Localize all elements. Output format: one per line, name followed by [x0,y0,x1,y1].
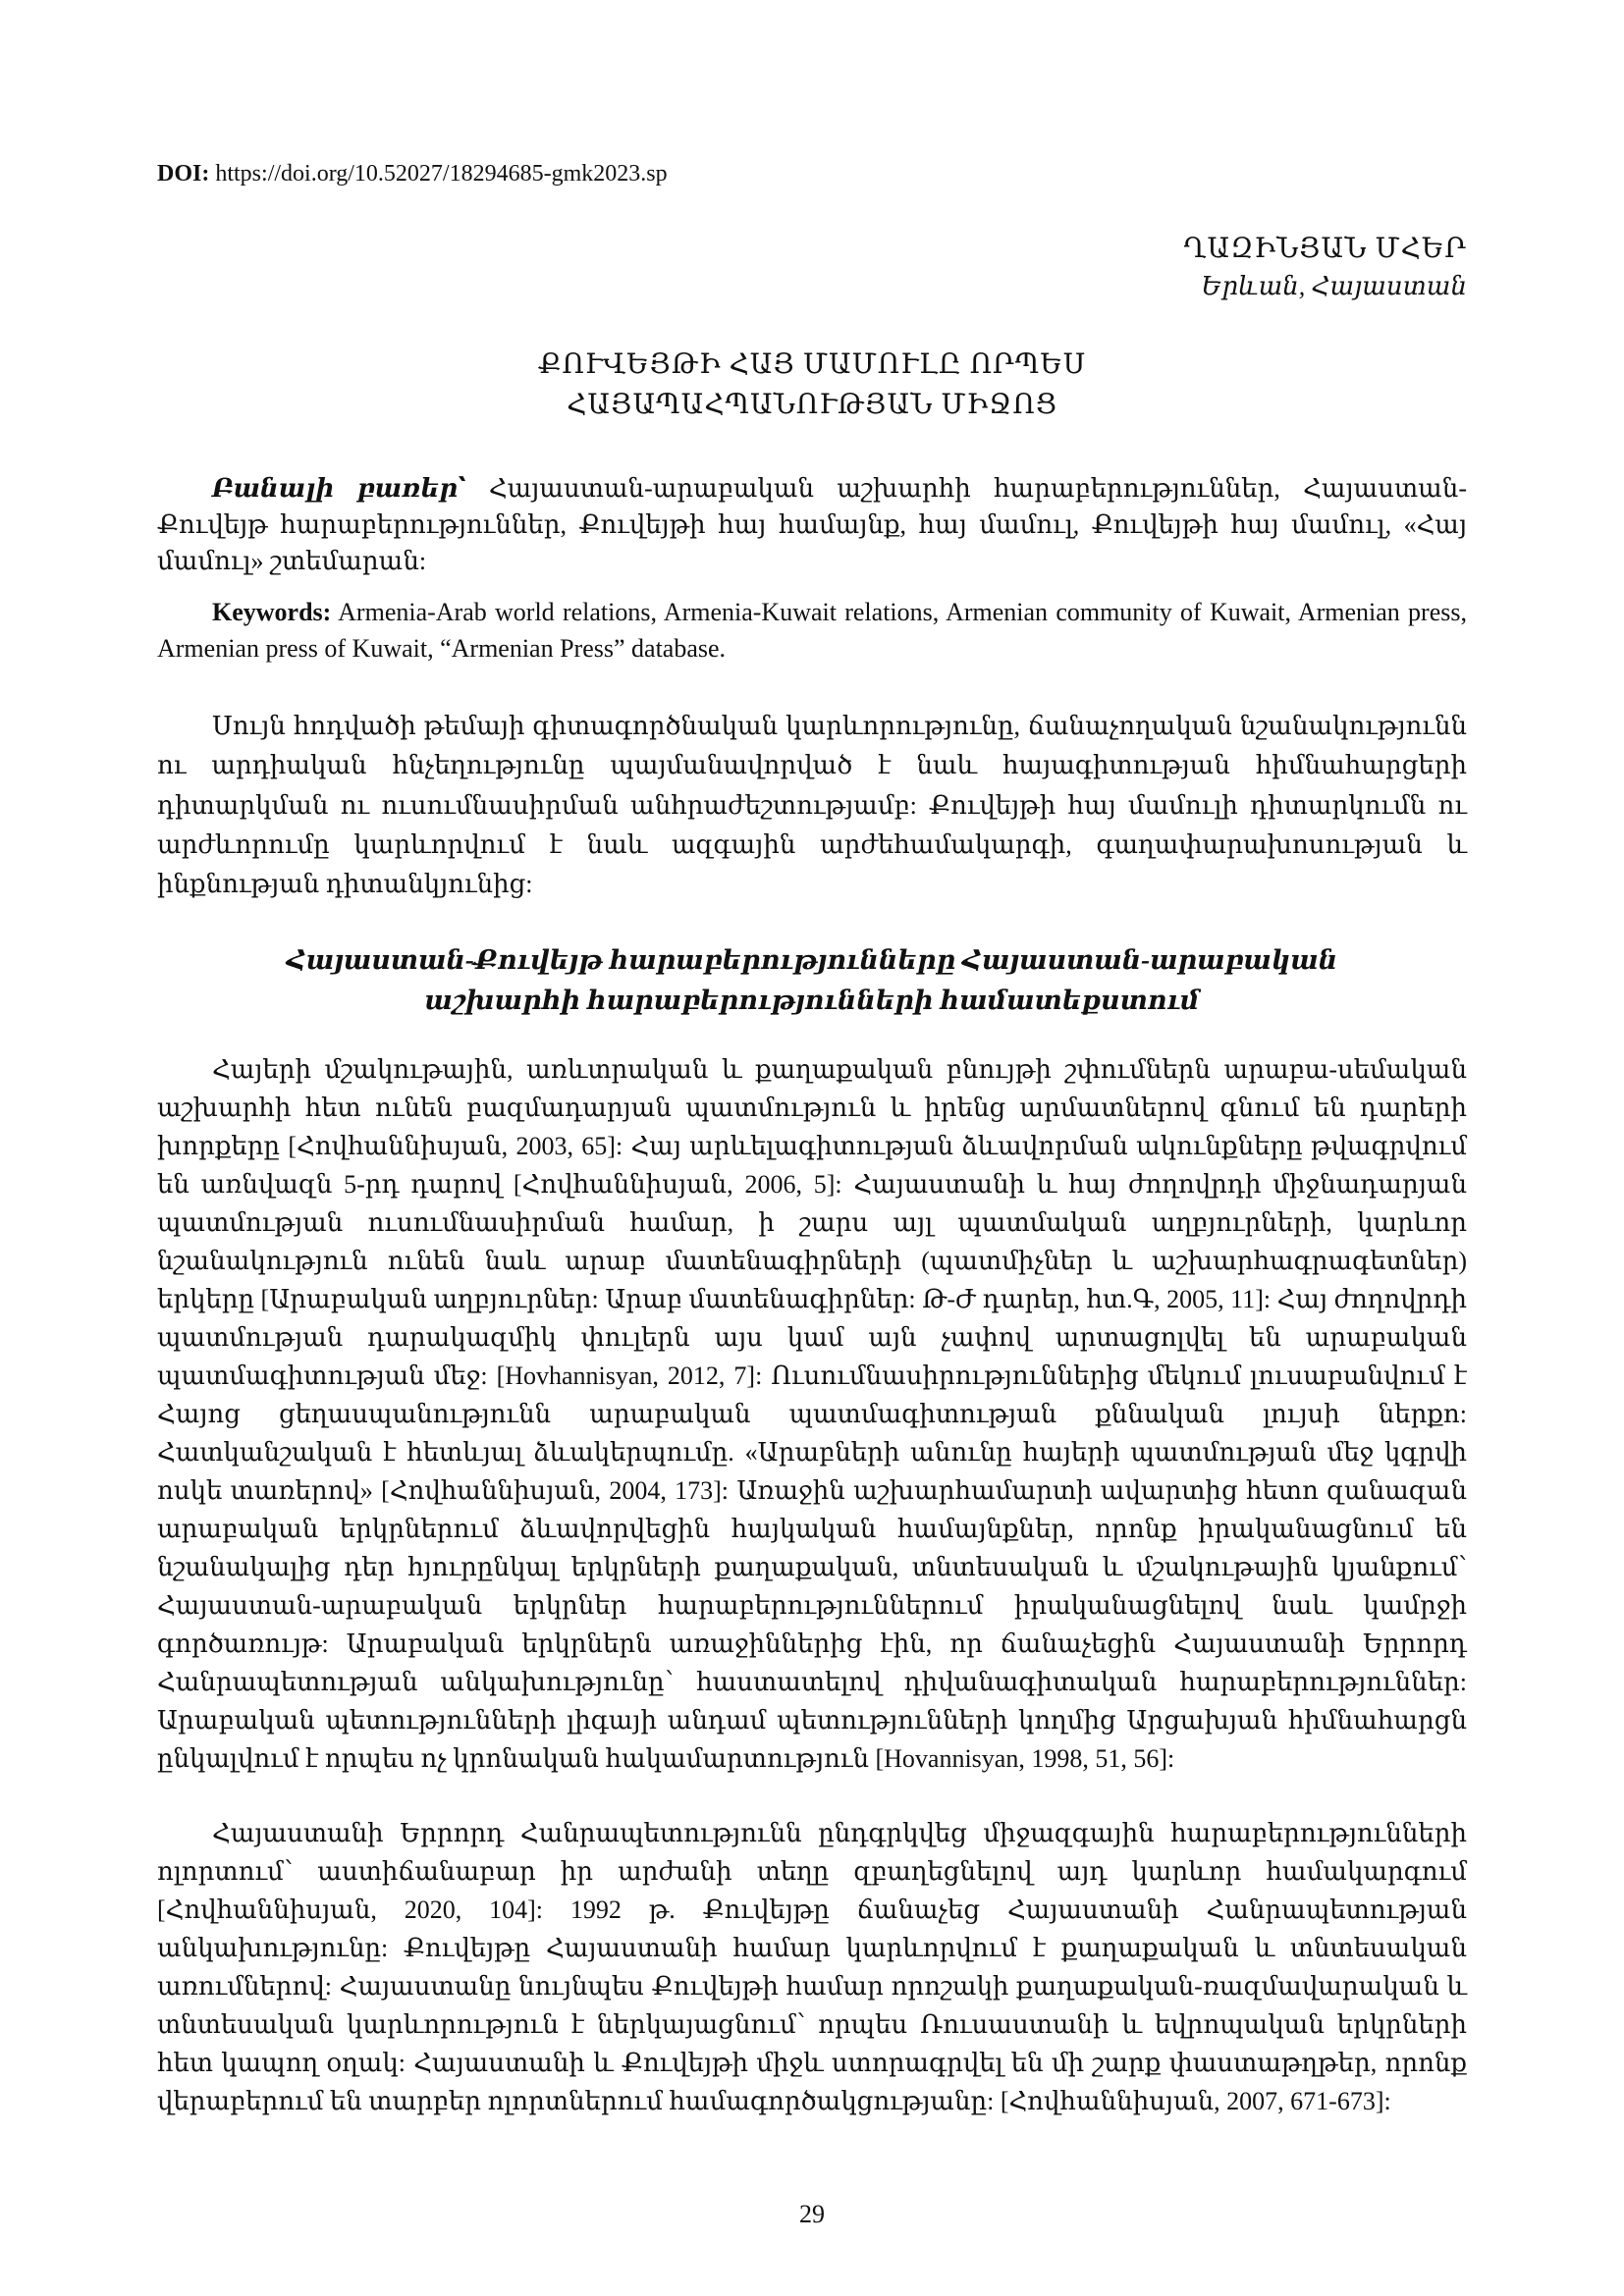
article-title [157,346,1467,425]
page-number: 29 [799,2200,825,2228]
body-paragraph-2: Հայաստանի Երրորդ Հանրապետությունն ընդգրկվեց միջազգային հարաբերությունների ոլորտում՝ աստիճանաբար իր արժանի տեղը զբաղեցնելով այդ կարևոր համակարգում [Հովհաննիսյան, 2020, 104]: 1992 թ. Քուվեյթը ճանաչեց Հայաստանի Հանրապետության անկախությունը: Քուվեյթը Հայաստանի համար կարևորվում է քաղաքական և տնտեսական առումներով: Հայաստանը նույնպես Քուվեյթի համար որոշակի քաղաքական-ռազմավարական և տնտեսական կարևորություն է ներկայացնում՝ որպես Ռուսաստանի և եվրոպական երկրների հետ կապող օղակ: Հայաստանի և Քուվեյթի միջև ստորագրվել են մի շարք փաստաթղթեր, որոնք վերաբերում են տարբեր ոլորտներում համագործակցությանը: [Հովհաննիսյան, 2007, 671-673]: [157,1819,1467,2115]
section-heading-line-1: Հայաստան-Քուվեյթ հարաբերությունները Հայաստան-արաբական [286,945,1338,975]
doi-url[interactable]: https://doi.org/10.52027/18294685-gmk2023.sp [215,161,668,187]
body-paragraph-1: Հայերի մշակութային, առևտրական և քաղաքական բնույթի շփումներն արաբա-սեմական աշխարհի հետ ունեն բազմադարյան պատմություն և իրենց արմատներով գնում են դարերի խորքերը [Հովհաննիսյան, 2003, 65]: Հայ արևելագիտության ձևավորման ակունքները թվագրվում են առնվազն 5-րդ դարով [Հովհաննիսյան, 2006, 5]: Հայաստանի և հայ ժողովրդի միջնադարյան պատմության ուսումնասիրման համար, ի շարս այլ պատմական աղբյուրների, կարևոր նշանակություն ունեն նաև արաբ մատենագիրների (պատմիչներ և աշխարհագրագետներ) երկերը [Արաբական աղբյուրներ: Արաբ մատենագիրներ: Թ-Ժ դարեր, հտ.Գ, 2005, 11]: Հայ ժողովրդի պատմության դարակազմիկ փուլերն այս կամ այն չափով արտացոլվել են արաբական պատմագիտության մեջ: [Hovhannisyan, 2012, 7]: Ուսումնասիրություններից մեկում լուսաբանվում է Հայոց ցեղասպանությունն արաբական պատմագիտության քննական լույսի ներքո: Հատկանշական է հետևյալ ձևակերպումը. «Արաբների անունը հայերի պատմության մեջ կգրվի ոսկե տառերով» [Հովհաննիսյան, 2004, 173]: Առաջին աշխարհամարտի ավարտից հետո զանազան արաբական երկրներում ձևավորվեցին հայկական համայնքներ, որոնք իրականացնում են նշանակալից դեր հյուրընկալ երկրների քաղաքական, տնտեսական և մշակութային կյանքում՝ Հայաստան-արաբական երկրներ հարաբերություններում իրականացնելով նաև կամրջի գործառույթ: Արաբական երկրներն առաջիններից էին, որ ճանաչեցին Հայաստանի Երրորդ Հանրապետության անկախությունը՝ հաստատելով դիվանագիտական հարաբերություններ: Արաբական պետությունների լիգայի անդամ պետությունների կողմից Արցախյան հիմնահարցն ընկալվում է որպես ոչ կրոնական հակամարտություն [Hovannisyan, 1998, 51, 56]: [157,1055,1467,1773]
intro-paragraph: Սույն հոդվածի թեմայի գիտագործնական կարևորությունը, ճանաչողական նշանակությունն ու արդիական հնչեղությունը պայմանավորված է նաև հայագիտության հիմնահարցերի դիտարկման ու ուսումնասիրման անհրաժեշտությամբ: Քուվեյթի հայ մամուլի դիտարկումն ու արժևորումը կարևորվում է նաև ազգային արժեհամակարգի, գաղափարախոսության և ինքնության դիտանկյունից: [157,712,1467,899]
keywords-armenian [157,471,1467,580]
doi-line [157,157,668,190]
title-line-2: ՀԱՅԱՊԱՀՊԱՆՈՒԹՅԱՆ ՄԻՋՈՑ [567,389,1057,420]
keywords-armenian-text: Հայաստան-արաբական աշխարհի հարաբերություններ, Հայաստան-Քուվեյթ հարաբերություններ, Քուվեյթի հայ համայնք, հայ մամուլ, Քուվեյթի հայ մամուլ, «Հայ մամուլ» շտեմարան: [157,474,1467,575]
doi-label: DOI: [157,161,210,187]
author-location: Երևան, Հայաստան [1201,271,1467,300]
section-heading [157,940,1467,1020]
section-heading-line-2: աշխարհի հարաբերությունների համատեքստում [424,985,1200,1015]
author-block [1183,230,1467,305]
title-line-1: ՔՈՒՎԵՅԹԻ ՀԱՅ ՄԱՄՈՒԼԸ ՈՐՊԵՍ [537,349,1087,380]
keywords-english-label: Keywords: [212,598,332,626]
keywords-armenian-label: Բանալի բառեր՝ [212,474,466,503]
keywords-english [157,595,1467,667]
keywords-english-text: Armenia-Arab world relations, Armenia-Kuwait relations, Armenian community of Kuwait, Armenian press, Armenian press of Kuwait, “Armenian Press” database. [157,598,1467,663]
author-name: ՂԱԶԻՆՅԱՆ ՄՀԵՐ [1183,234,1467,264]
